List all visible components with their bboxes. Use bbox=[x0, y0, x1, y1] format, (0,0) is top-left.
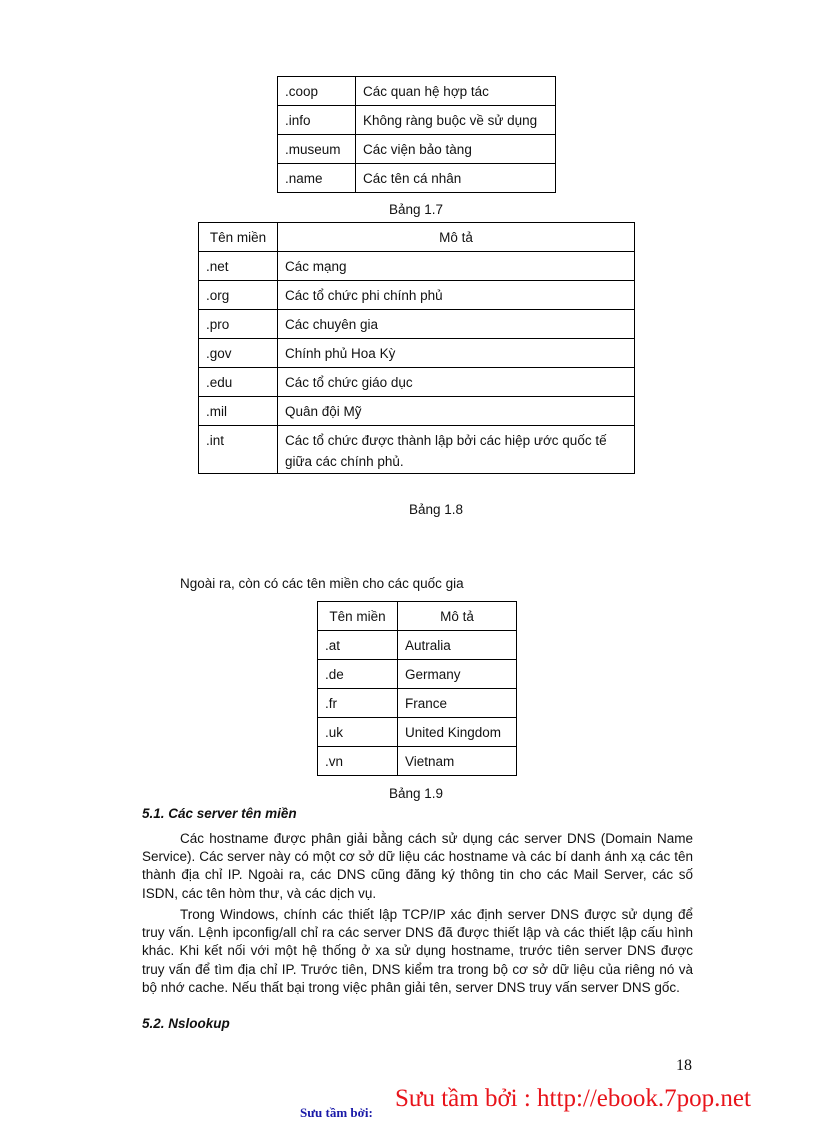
domain-cell: .de bbox=[318, 660, 398, 689]
description-cell: Các mạng bbox=[278, 252, 635, 281]
description-cell: Chính phủ Hoa Kỳ bbox=[278, 339, 635, 368]
domain-cell: .uk bbox=[318, 718, 398, 747]
description-cell: Các viện bảo tàng bbox=[356, 135, 556, 164]
description-cell: Các chuyên gia bbox=[278, 310, 635, 339]
table-1-9-body bbox=[318, 602, 517, 776]
section-5-1-paragraph-1: Các hostname được phân giải bằng cách sử dụng các server DNS (Domain Name Service). Các server này có một cơ sở dữ liệu các hostname và các bí danh ánh xạ các tên thành địa chỉ IP. Ngoài ra, các DNS cũng đăng ký thông tin cho các Mail Server, các số ISDN, các tên hòm thư, và các dịch vụ. bbox=[142, 831, 693, 901]
table-row bbox=[199, 397, 635, 426]
header-domain: Tên miền bbox=[318, 602, 398, 631]
table-row bbox=[278, 106, 556, 135]
table-row bbox=[318, 718, 517, 747]
header-description: Mô tả bbox=[278, 223, 635, 252]
description-cell: Các tổ chức được thành lập bởi các hiệp ước quốc tế giữa các chính phủ. bbox=[278, 426, 635, 474]
table-row bbox=[199, 252, 635, 281]
section-5-1-paragraph-2: Trong Windows, chính các thiết lập TCP/IP xác định server DNS được sử dụng để truy vấn. Lệnh ipconfig/all chỉ ra các server DNS đã được thiết lập và các thiết lập cấu hình khác. Khi kết nối với một hệ thống ở xa sử dụng hostname, trước tiên server DNS được truy vấn để tìm địa chỉ IP. Trước tiên, DNS kiểm tra trong bộ cơ sở dữ liệu của riêng nó và bộ nhớ cache. Nếu thất bại trong việc phân giải tên, server DNS truy vấn server DNS gốc. bbox=[142, 907, 693, 995]
description-cell: Autralia bbox=[398, 631, 517, 660]
table-row bbox=[318, 631, 517, 660]
section-5-1-heading: 5.1. Các server tên miền bbox=[142, 806, 297, 821]
description-cell: Quân đội Mỹ bbox=[278, 397, 635, 426]
domain-cell: .at bbox=[318, 631, 398, 660]
table-1-7 bbox=[277, 76, 556, 193]
table-1-7-body bbox=[278, 77, 556, 193]
domain-cell: .fr bbox=[318, 689, 398, 718]
table-1-7-caption: Bảng 1.7 bbox=[388, 202, 444, 217]
table-row bbox=[199, 426, 635, 474]
domain-cell: .net bbox=[199, 252, 278, 281]
description-cell: Các quan hệ hợp tác bbox=[356, 77, 556, 106]
section-5-2-heading: 5.2. Nslookup bbox=[142, 1016, 230, 1031]
domain-cell: .pro bbox=[199, 310, 278, 339]
page-number: 18 bbox=[676, 1057, 692, 1074]
table-row bbox=[318, 747, 517, 776]
table-row bbox=[199, 281, 635, 310]
domain-cell: .gov bbox=[199, 339, 278, 368]
domain-cell: .info bbox=[278, 106, 356, 135]
domain-cell: .org bbox=[199, 281, 278, 310]
header-description: Mô tả bbox=[398, 602, 517, 631]
table-row bbox=[318, 660, 517, 689]
description-cell: Không ràng buộc về sử dụng bbox=[356, 106, 556, 135]
table-header-row bbox=[199, 223, 635, 252]
domain-cell: .museum bbox=[278, 135, 356, 164]
description-cell: Các tổ chức phi chính phủ bbox=[278, 281, 635, 310]
domain-cell: .int bbox=[199, 426, 278, 474]
table-row bbox=[199, 368, 635, 397]
domain-cell: .edu bbox=[199, 368, 278, 397]
domain-cell: .name bbox=[278, 164, 356, 193]
domain-cell: .vn bbox=[318, 747, 398, 776]
table-1-8-body bbox=[199, 223, 635, 474]
table-row bbox=[278, 77, 556, 106]
table-row bbox=[199, 310, 635, 339]
table-row bbox=[199, 339, 635, 368]
footer-credit-label: Sưu tầm bởi: bbox=[300, 1105, 373, 1120]
table-1-9-caption: Bảng 1.9 bbox=[388, 786, 444, 801]
description-cell: Các tổ chức giáo dục bbox=[278, 368, 635, 397]
domain-cell: .coop bbox=[278, 77, 356, 106]
description-cell: United Kingdom bbox=[398, 718, 517, 747]
table-header-row bbox=[318, 602, 517, 631]
table-1-9 bbox=[317, 601, 517, 776]
table-1-8 bbox=[198, 222, 635, 474]
table-row bbox=[318, 689, 517, 718]
description-cell: Các tên cá nhân bbox=[356, 164, 556, 193]
domain-cell: .mil bbox=[199, 397, 278, 426]
header-domain: Tên miền bbox=[199, 223, 278, 252]
country-domains-intro: Ngoài ra, còn có các tên miền cho các quốc gia bbox=[180, 576, 464, 591]
description-cell: Germany bbox=[398, 660, 517, 689]
footer-credit-link[interactable]: Sưu tầm bởi : http://ebook.7pop.net bbox=[395, 1085, 751, 1112]
description-cell: France bbox=[398, 689, 517, 718]
description-cell: Vietnam bbox=[398, 747, 517, 776]
table-row bbox=[278, 135, 556, 164]
table-row bbox=[278, 164, 556, 193]
table-1-8-caption: Bảng 1.8 bbox=[408, 502, 464, 517]
